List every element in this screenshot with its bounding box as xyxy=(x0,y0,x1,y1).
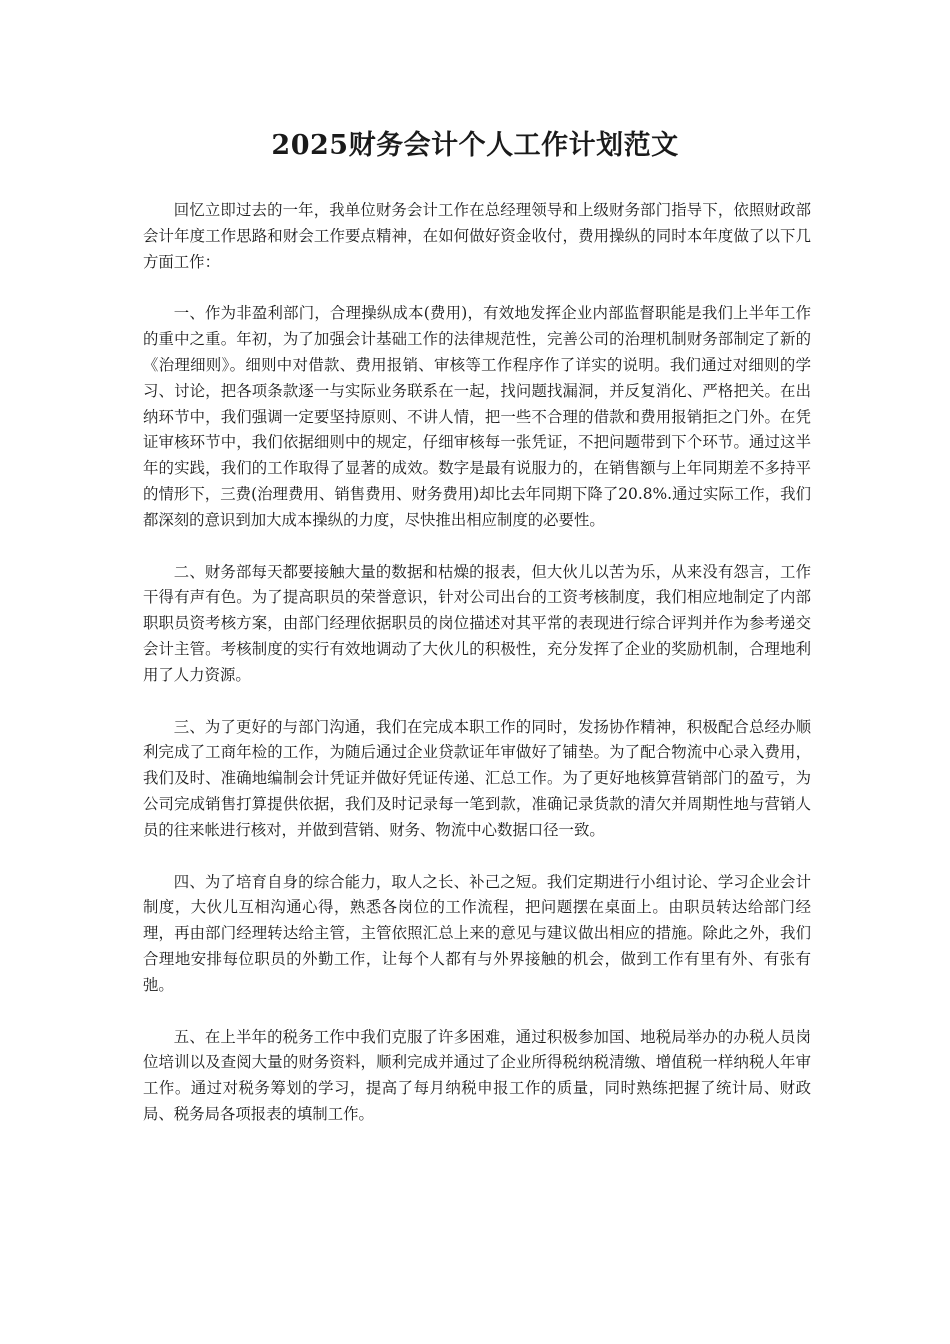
intro-paragraph: 回忆立即过去的一年，我单位财务会计工作在总经理领导和上级财务部门指导下，依照财政部会计年度工作思路和财会工作要点精神，在如何做好资金收付，费用操纵的同时本年度做了以下几方面工作： xyxy=(143,201,811,271)
section-five-paragraph: 五、在上半年的税务工作中我们克服了许多困难，通过积极参加国、地税局举办的办税人员岗位培训以及查阅大量的财务资料，顺利完成并通过了企业所得税纳税清缴、增值税一样纳税人年审工作。通过对税务筹划的学习，提高了每月纳税申报工作的质量，同时熟练把握了统计局、财政局、税务局各项报表的填制工作。 xyxy=(143,1027,811,1123)
section-one-paragraph: 一、作为非盈利部门，合理操纵成本(费用)，有效地发挥企业内部监督职能是我们上半年工作的重中之重。年初，为了加强会计基础工作的法律规范性，完善公司的治理机制财务部制定了新的《治理细则》。细则中对借款、费用报销、审核等工作程序作了详实的说明。我们通过对细则的学习、讨论，把各项条款逐一与实际业务联系在一起，找问题找漏洞，并反复消化、严格把关。在出纳环节中，我们强调一定要坚持原则、不讲人情，把一些不合理的借款和费用报销拒之门外。在凭证审核环节中，我们依据细则中的规定，仔细审核每一张凭证，不把问题带到下个环节。通过这半年的实践，我们的工作取得了显著的成效。数字是最有说服力的，在销售额与上年同期差不多持平的情形下，三费(治理费用、销售费用、财务费用)却比去年同期下降了20.8%.通过实际工作，我们都深刻的意识到加大成本操纵的力度，尽快推出相应制度的必要性。 xyxy=(143,304,811,529)
document-title: 2025财务会计个人工作计划范文 xyxy=(271,130,679,161)
section-four-paragraph: 四、为了培育自身的综合能力，取人之长、补己之短。我们定期进行小组讨论、学习企业会计制度，大伙儿互相沟通心得，熟悉各岗位的工作流程，把问题摆在桌面上。由职员转达给部门经理，再由部门经理转达给主管，主管依照汇总上来的意见与建议做出相应的措施。除此之外，我们合理地安排每位职员的外勤工作，让每个人都有与外界接触的机会，做到工作有里有外、有张有弛。 xyxy=(143,872,811,994)
section-three-paragraph: 三、为了更好的与部门沟通，我们在完成本职工作的同时，发扬协作精神，积极配合总经办顺利完成了工商年检的工作，为随后通过企业贷款证年审做好了铺垫。为了配合物流中心录入费用，我们及时、准确地编制会计凭证并做好凭证传递、汇总工作。为了更好地核算营销部门的盈亏，为公司完成销售打算提供依据，我们及时记录每一笔到款，准确记录货款的清欠并周期性地与营销人员的往来帐进行核对，并做到营销、财务、物流中心数据口径一致。 xyxy=(143,717,811,839)
document-body xyxy=(143,198,811,1154)
section-two-paragraph: 二、财务部每天都要接触大量的数据和枯燥的报表，但大伙儿以苦为乐，从来没有怨言，工作干得有声有色。为了提高职员的荣誉意识，针对公司出台的工资考核制度，我们相应地制定了内部职职员资考核方案，由部门经理依据职员的岗位描述对其平常的表现进行综合评判并作为参考递交会计主管。考核制度的实行有效地调动了大伙儿的积极性，充分发挥了企业的奖励机制，合理地利用了人力资源。 xyxy=(143,562,811,684)
